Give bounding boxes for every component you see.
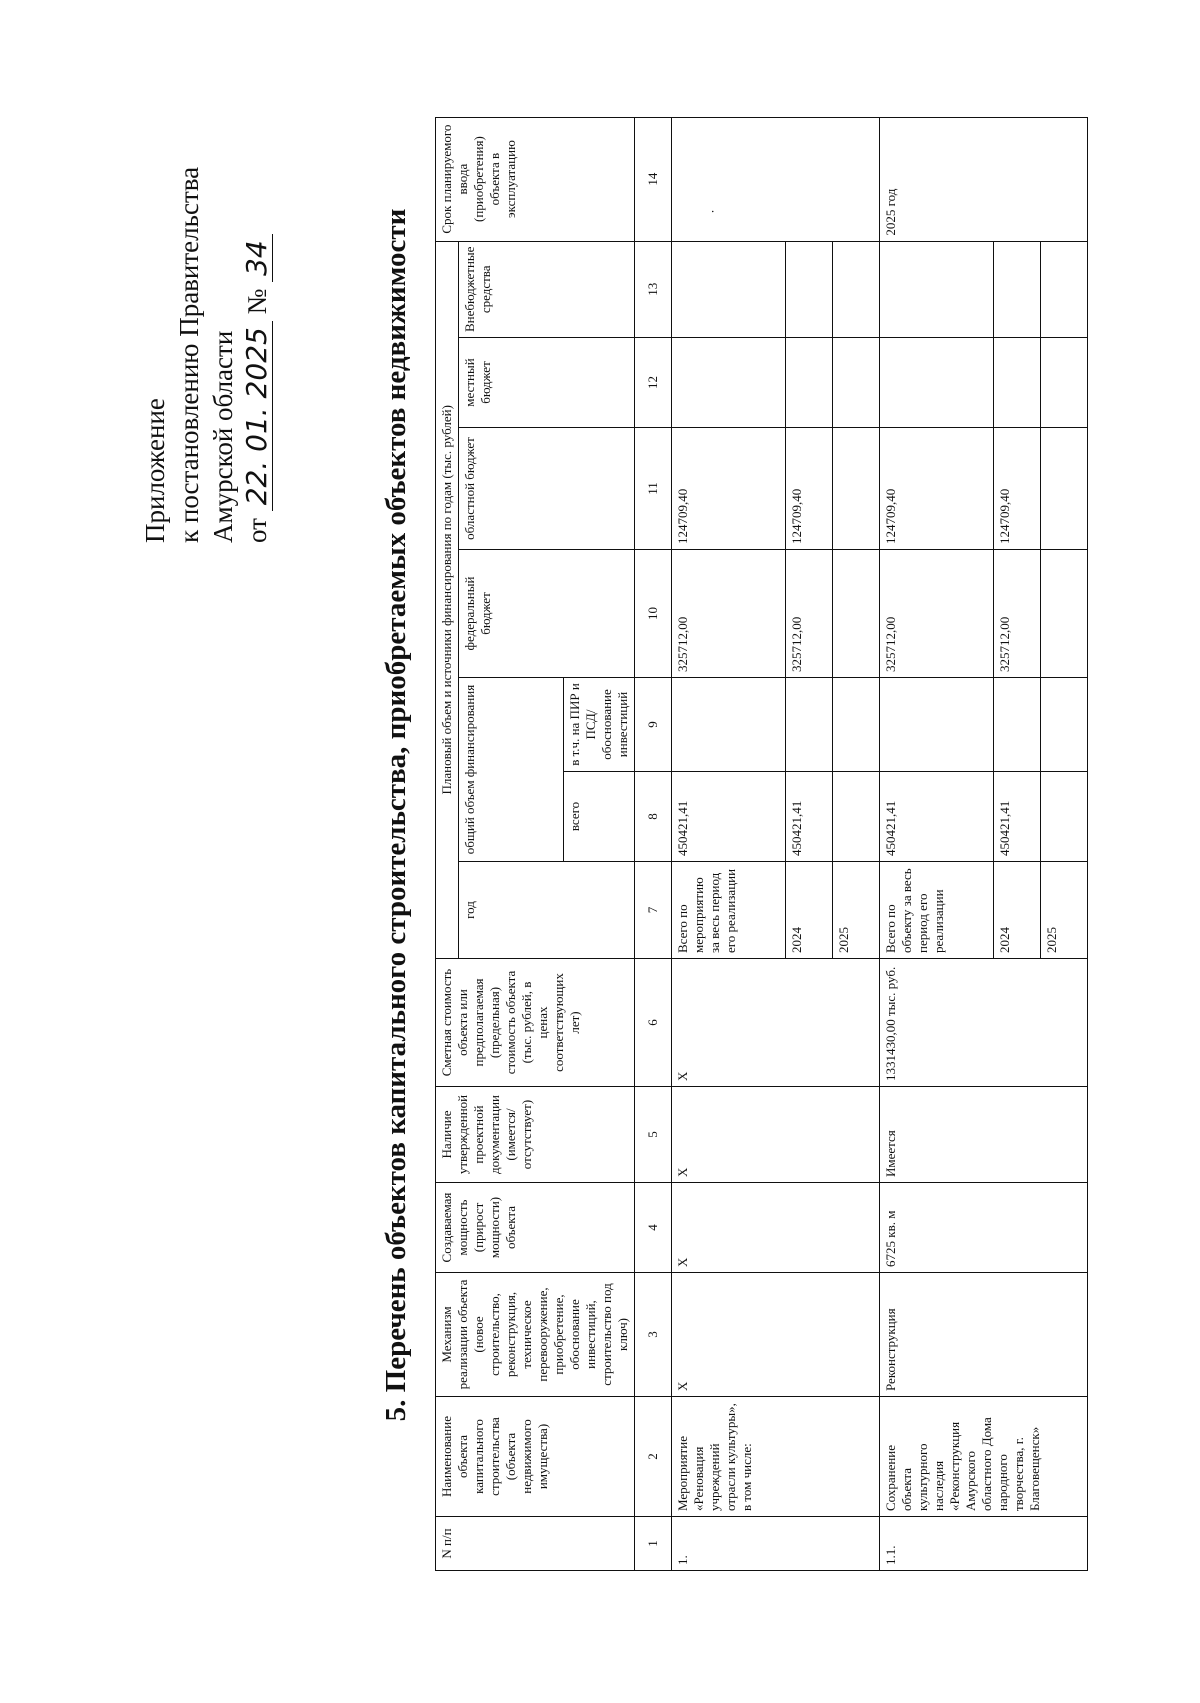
- number-sign: №: [242, 288, 272, 315]
- header-term: Срок планируемого ввода (приобретения) объекта в эксплуатацию: [436, 117, 635, 241]
- header-name: Наименование объекта капитального строительства (объекта недвижимого имущества): [436, 1397, 635, 1517]
- local-cell: [672, 338, 786, 428]
- header-line-1: Приложение: [140, 398, 170, 543]
- total-cell: 450421,41: [994, 772, 1041, 862]
- term-cell: [880, 117, 1088, 241]
- header-year: год: [459, 862, 635, 959]
- header-date-line: [240, 167, 274, 543]
- capital-construction-table: [435, 117, 1088, 1571]
- header-local: местный бюджет: [459, 338, 635, 428]
- cost-cell: Х: [672, 959, 880, 1087]
- pir-cell: [786, 678, 833, 772]
- cost-cell: 1331430,00 тыс. руб.: [880, 959, 1088, 1087]
- header-extra: Внебюджетные средства: [459, 241, 635, 337]
- total-cell: 450421,41: [786, 772, 833, 862]
- column-number: 11: [635, 428, 672, 550]
- regional-cell: 124709,40: [786, 428, 833, 550]
- column-number: 3: [635, 1273, 672, 1397]
- header-total: всего: [564, 772, 635, 862]
- header-num: N п/п: [436, 1517, 635, 1571]
- column-number: 14: [635, 117, 672, 241]
- mechanism-cell: Х: [672, 1273, 880, 1397]
- row-number: 1.: [672, 1517, 880, 1571]
- year-cell: 2025: [833, 862, 880, 959]
- handwritten-date: 22. 01. 2025: [242, 321, 273, 511]
- approval-header: [138, 167, 274, 543]
- table-header-row-1: [436, 117, 459, 1570]
- column-number: 8: [635, 772, 672, 862]
- docs-cell: Х: [672, 1087, 880, 1183]
- year-cell: 2024: [994, 862, 1041, 959]
- table-row: [672, 117, 786, 1570]
- header-pir: в т.ч. на ПИР и ПСД/ обоснование инвестиций: [564, 678, 635, 772]
- local-cell: [994, 338, 1041, 428]
- pir-cell: [672, 678, 786, 772]
- capacity-cell: 6725 кв. м: [880, 1183, 1088, 1273]
- header-regional: областной бюджет: [459, 428, 635, 550]
- scan-mark: ·: [705, 209, 720, 214]
- extra-cell: [994, 241, 1041, 337]
- header-financing-group: Плановый объем и источники финансирования по годам (тыс. рублей): [436, 241, 459, 958]
- row-number: 1.1.: [880, 1517, 1088, 1571]
- column-number: 1: [635, 1517, 672, 1571]
- pir-cell: [994, 678, 1041, 772]
- column-number: 5: [635, 1087, 672, 1183]
- date-prefix: от: [242, 518, 272, 543]
- regional-cell: [1041, 428, 1088, 550]
- year-cell: Всего по мероприятию за весь период его реализации: [672, 862, 786, 959]
- column-number: 6: [635, 959, 672, 1087]
- year-cell: 2025: [1041, 862, 1088, 959]
- pir-cell: [833, 678, 880, 772]
- total-cell: 450421,41: [672, 772, 786, 862]
- header-docs: Наличие утвержденной проектной документации (имеется/ отсутствует): [436, 1087, 635, 1183]
- page-title: 5. Перечень объектов капитального строительства, приобретаемых объектов недвижимости: [380, 208, 412, 1422]
- header-cost: Сметная стоимость объекта или предполагаемая (предельная) стоимость объекта (тыс. рублей, в ценах соответствующих лет): [436, 959, 635, 1087]
- federal-cell: [1041, 550, 1088, 678]
- capacity-cell: Х: [672, 1183, 880, 1273]
- column-number: 2: [635, 1397, 672, 1517]
- object-name: Сохранение объекта культурного наследия «Реконструкция Амурского областного Дома народного творчества, г. Благовещенск»: [880, 1397, 1088, 1517]
- total-cell: [1041, 772, 1088, 862]
- handwritten-number: 34: [242, 234, 273, 282]
- column-number: 9: [635, 678, 672, 772]
- header-mechanism: Механизм реализации объекта (новое строительство, реконструкция, техническое перевооружение, приобретение, обоснование инвестиций, строительство под ключ): [436, 1273, 635, 1397]
- extra-cell: [786, 241, 833, 337]
- table-row: [880, 117, 994, 1570]
- extra-cell: [880, 241, 994, 337]
- header-general-volume: общий объем финансирования: [459, 678, 564, 862]
- header-line-2: к постановлению Правительства: [174, 166, 204, 543]
- regional-cell: [833, 428, 880, 550]
- local-cell: [1041, 338, 1088, 428]
- pir-cell: [880, 678, 994, 772]
- object-name: Мероприятие «Реновация учреждений отрасли культуры», в том числе:: [672, 1397, 880, 1517]
- column-number: 13: [635, 241, 672, 337]
- extra-cell: [833, 241, 880, 337]
- column-number: 10: [635, 550, 672, 678]
- federal-cell: 325712,00: [786, 550, 833, 678]
- total-cell: [833, 772, 880, 862]
- federal-cell: [833, 550, 880, 678]
- header-line-3: Амурской области: [208, 330, 238, 543]
- docs-cell: Имеется: [880, 1087, 1088, 1183]
- term-cell: [672, 117, 880, 241]
- federal-cell: 325712,00: [880, 550, 994, 678]
- extra-cell: [672, 241, 786, 337]
- year-cell: 2024: [786, 862, 833, 959]
- regional-cell: 124709,40: [880, 428, 994, 550]
- federal-cell: 325712,00: [672, 550, 786, 678]
- local-cell: [880, 338, 994, 428]
- extra-cell: [1041, 241, 1088, 337]
- column-number-row: [635, 117, 672, 1570]
- regional-cell: 124709,40: [672, 428, 786, 550]
- term-text: 2025 год: [883, 188, 898, 236]
- local-cell: [786, 338, 833, 428]
- header-capacity: Создаваемая мощность (прирост мощности) объекта: [436, 1183, 635, 1273]
- federal-cell: 325712,00: [994, 550, 1041, 678]
- regional-cell: 124709,40: [994, 428, 1041, 550]
- table-body: [436, 117, 1088, 1570]
- total-cell: 450421,41: [880, 772, 994, 862]
- column-number: 7: [635, 862, 672, 959]
- header-federal: федеральный бюджет: [459, 550, 635, 678]
- mechanism-cell: Реконструкция: [880, 1273, 1088, 1397]
- column-number: 4: [635, 1183, 672, 1273]
- year-cell: Всего по объекту за весь период его реализации: [880, 862, 994, 959]
- pir-cell: [1041, 678, 1088, 772]
- column-number: 12: [635, 338, 672, 428]
- local-cell: [833, 338, 880, 428]
